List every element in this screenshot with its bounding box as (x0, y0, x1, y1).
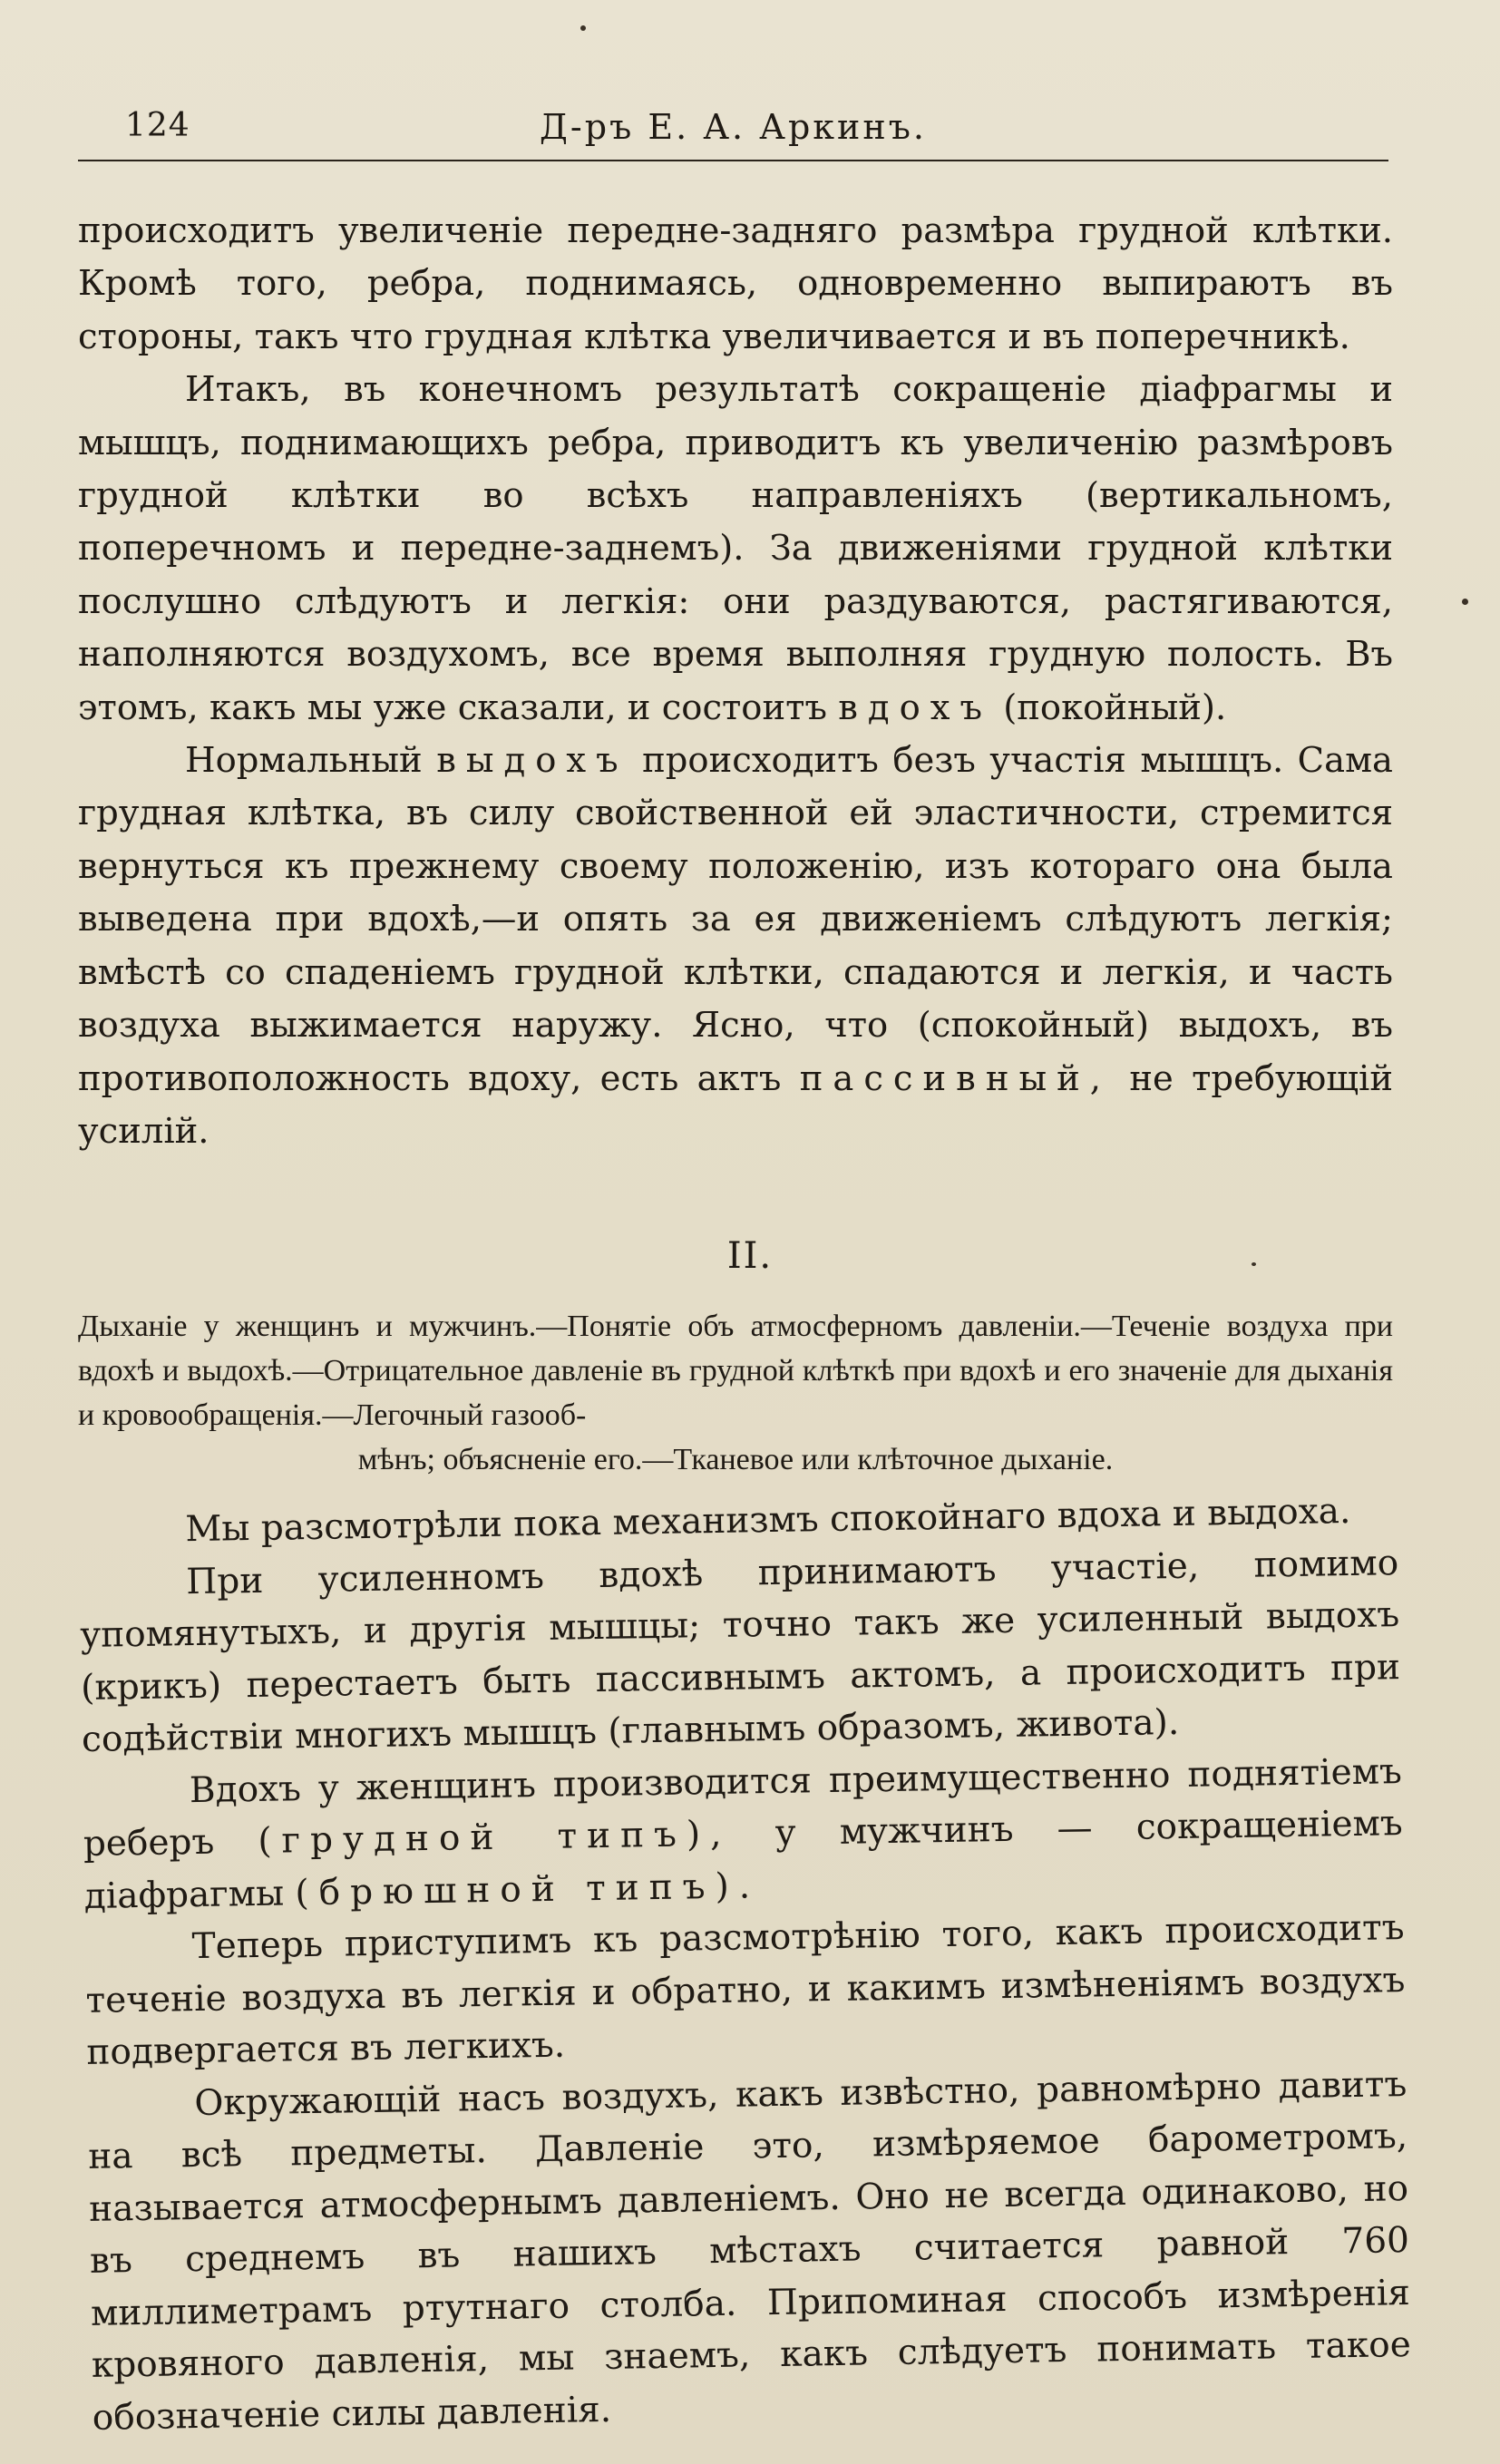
print-speck (580, 25, 586, 31)
paragraph: Итакъ, въ конечномъ результатѣ сокращеніе діафрагмы и мышцъ, поднимающихъ ребра, приводитъ къ увеличенію размѣровъ грудной клѣтки во всѣхъ направленіяхъ (вертикальномъ, поперечномъ и передне-заднемъ). За движеніями грудной клѣтки послушно слѣдуютъ и легкія: они раздуваются, растягиваются, наполняются воздухомъ, все время выполняя грудную полость. Въ этомъ, какъ мы уже сказали, и состоитъ вдохъ (покойный). (78, 369, 1393, 728)
spaced-term: (грудной типъ), (258, 1813, 732, 1862)
paragraph: Мы разсмотрѣли пока механизмъ спокойнаго вдоха и выдоха. (185, 1490, 1351, 1551)
spaced-term: пассивный, (799, 1057, 1112, 1099)
page-number: 124 (125, 107, 190, 144)
print-speck (1462, 599, 1468, 605)
running-title: Д-ръ Е. А. Аркинъ. (540, 107, 927, 147)
paragraph: Вдохъ у женщинъ производится преимущественно поднятіемъ реберъ (грудной типъ), у мужчинъ — сокращеніемъ діафрагмы (брюшной типъ). (83, 1750, 1404, 1917)
print-speck (1252, 1262, 1256, 1266)
section-2-text (78, 1485, 1412, 2444)
paragraph: Окружающій насъ воздухъ, какъ извѣстно, равномѣрно давитъ на всѣ предметы. Давленіе это, измѣряемое барометромъ, называется атмосфернымъ давленіемъ. Оно не всегда одинаково, но въ среднемъ въ нашихъ мѣстахъ считается равной 760 миллиметрамъ ртутнаго столба. Припоминая способъ измѣренія кровяного давленія, мы знаемъ, какъ слѣдуетъ понимать такое обозначеніе силы давленія. (87, 2063, 1412, 2439)
spaced-term: (брюшной типъ). (295, 1865, 761, 1914)
section-1-text (78, 205, 1393, 1158)
spaced-term: вдохъ (838, 687, 992, 728)
paragraph: происходитъ увеличеніе передне-задняго размѣра грудной клѣтки. Кромѣ того, ребра, поднимаясь, одновременно выпираютъ въ стороны, такъ что грудная клѣтка увеличивается и въ поперечникѣ. (78, 210, 1393, 357)
section-number: II. (726, 1235, 774, 1277)
section-summary: Дыханіе у женщинъ и мужчинъ.—Понятіе объ атмосферномъ давленіи.—Теченіе воздуха при вдохѣ и выдохѣ.—Отрицательное давленіе въ грудной клѣткѣ при вдохѣ и его значеніе для дыханія и кровообращенія.—Легочный газооб- мѣнъ; объясненіе его.—Тканевое или клѣточное дыханіе. (78, 1310, 1393, 1476)
paragraph: Нормальный выдохъ происходитъ безъ участія мышцъ. Сама грудная клѣтка, въ силу свойственной ей эластичности, стремится вернуться къ прежнему своему положенію, изъ котораго она была выведена при вдохѣ,—и опять за ея движеніемъ слѣдуютъ легкія; вмѣстѣ со спаденіемъ грудной клѣтки, спадаются и легкія, и часть воздуха выжимается наружу. Ясно, что (спокойный) выдохъ, въ противоположность вдоху, есть актъ пассивный, не требующій усилій. (78, 740, 1393, 1152)
paragraph: Теперь приступимъ къ разсмотрѣнію того, какъ происходитъ теченіе воздуха въ легкія и обратно, и какимъ измѣненіямъ воздухъ подвергается въ легкихъ. (85, 1907, 1406, 2073)
page-header (78, 107, 1388, 161)
spaced-term: выдохъ (436, 740, 628, 782)
paragraph: При усиленномъ вдохѣ принимаютъ участіе, помимо упомянутыхъ, и другія мышцы; точно такъ же усиленный выдохъ (крикъ) перестаетъ быть пассивнымъ актомъ, а происходитъ при содѣйствіи многихъ мышцъ (главнымъ образомъ, живота). (79, 1542, 1401, 1760)
header-rule (78, 160, 1388, 161)
